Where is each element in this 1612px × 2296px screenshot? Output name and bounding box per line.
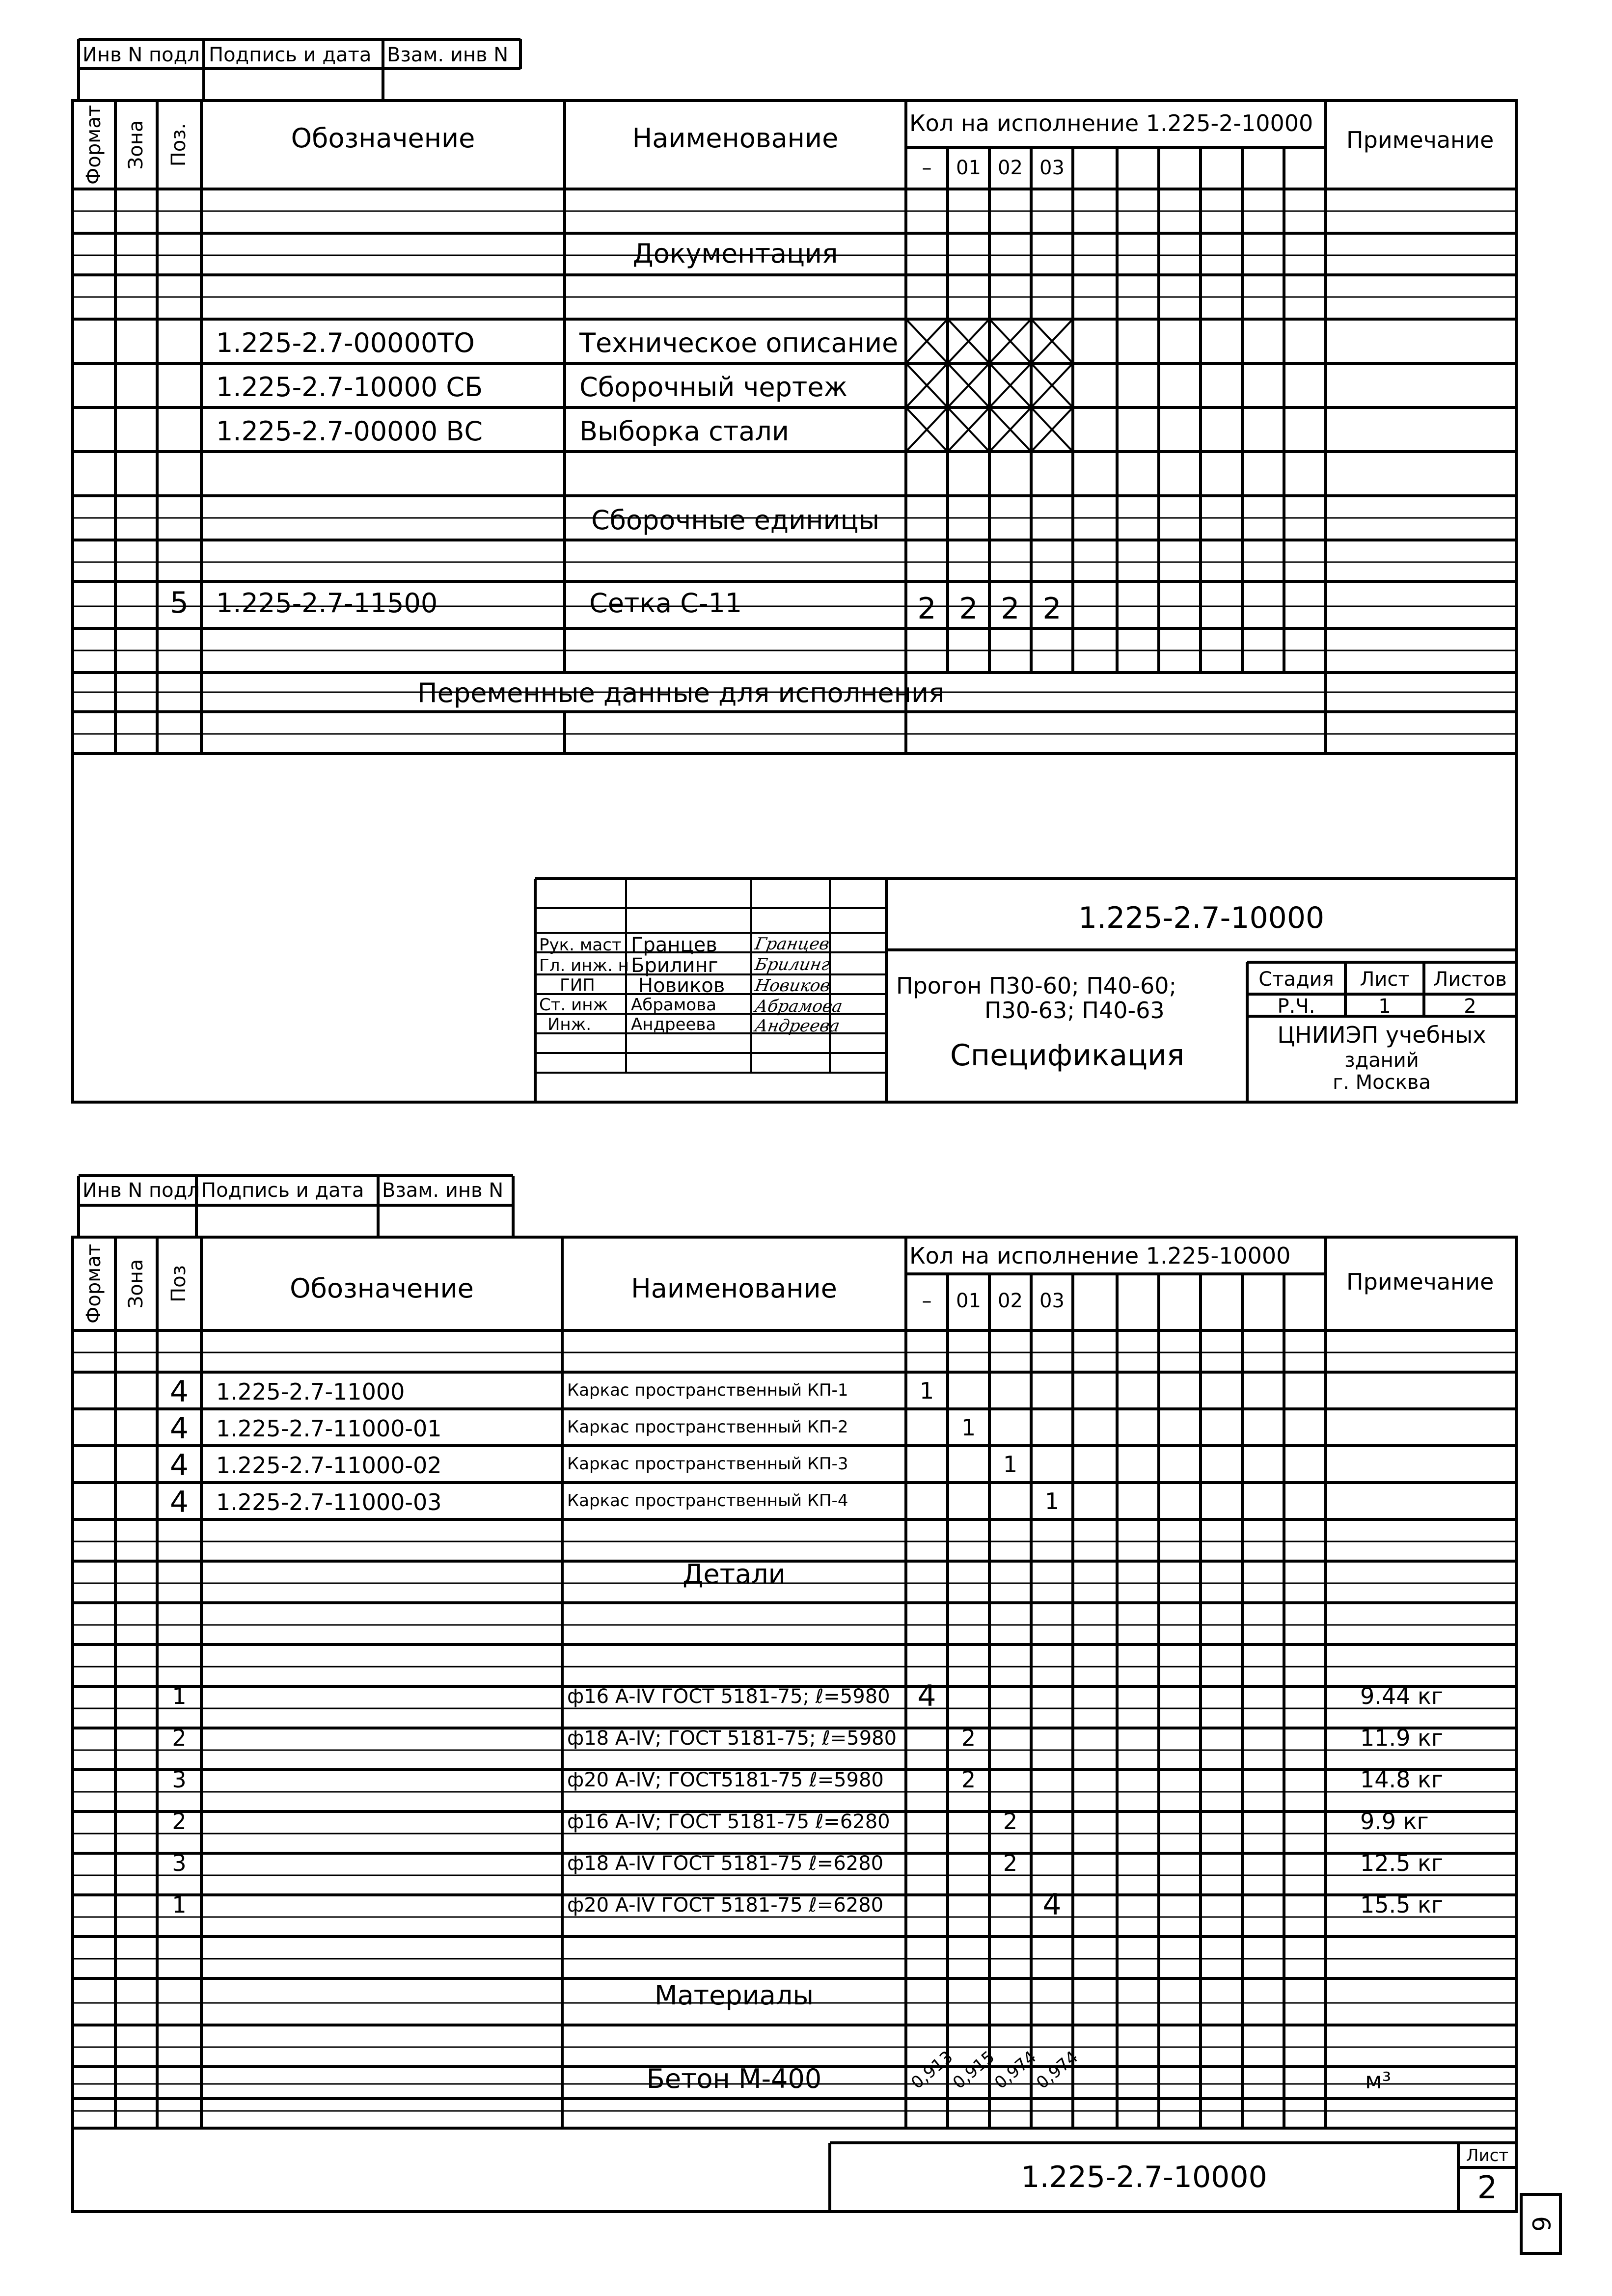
note-cell: 14.8 кг	[1360, 1766, 1443, 1793]
doc-title: Спецификация	[950, 1038, 1185, 1073]
page-mark: 6	[1527, 2216, 1555, 2232]
person-name: Андреева	[631, 1015, 716, 1034]
qty-cell: 2	[959, 592, 978, 626]
product-line-1: Прогон П30-60; П40-60;	[896, 972, 1177, 999]
name-cell: Каркас пространственный КП-2	[567, 1417, 848, 1437]
pos-cell: 4	[169, 1375, 189, 1409]
designation-cell: 1.225-2.7-00000ТО	[216, 327, 475, 358]
concrete-unit: м³	[1365, 2067, 1392, 2094]
person-name: Новиков	[638, 974, 725, 997]
pos-cell: 1	[172, 1891, 187, 1918]
qty-cell: 4	[1042, 1888, 1062, 1922]
name-cell: Каркас пространственный КП-1	[567, 1380, 848, 1400]
role-label: Рук. маст	[539, 935, 622, 955]
role-label: ГИП	[560, 975, 595, 995]
sheet-number: 2	[1477, 2170, 1498, 2206]
qty-cell: 2	[917, 592, 936, 626]
signature: Абрамова	[753, 997, 844, 1016]
qty-cell: 1	[919, 1378, 934, 1404]
product-line-2: П30-63; П40-63	[984, 997, 1165, 1024]
doc-code: 1.225-2.7-10000	[1078, 901, 1325, 935]
person-name: Абрамова	[631, 995, 716, 1015]
pos-cell: 3	[172, 1850, 187, 1876]
col-note-header: Примечание	[1346, 1269, 1494, 1295]
name-cell: ф18 А-IV ГОСТ 5181-75 ℓ=6280	[567, 1852, 884, 1875]
note-cell: 15.5 кг	[1360, 1891, 1443, 1918]
name-cell: Техническое описание	[579, 327, 899, 358]
signature: Гранцев	[753, 934, 831, 954]
pos-cell: 1	[172, 1683, 187, 1709]
qty-cell: 2	[1001, 592, 1020, 626]
sheets-label: Листов	[1433, 968, 1507, 991]
qty-cell: 2	[961, 1766, 976, 1793]
variant-02: 02	[998, 1290, 1023, 1312]
section-assembly-units: Сборочные единицы	[591, 505, 880, 536]
pos-cell: 2	[172, 1725, 187, 1751]
designation-cell: 1.225-2.7-11000	[216, 1378, 405, 1405]
name-cell: ф20 А-IV ГОСТ 5181-75 ℓ=6280	[567, 1894, 884, 1917]
variant-01: 01	[956, 1290, 981, 1312]
name-cell: ф20 А-IV; ГОСТ5181-75 ℓ=5980	[567, 1769, 884, 1791]
signature: Новиков	[753, 976, 832, 996]
qty-cell: 4	[917, 1679, 936, 1713]
role-label: Ст. инж	[539, 995, 608, 1015]
col-name-header: Наименование	[632, 123, 839, 154]
signature: Андреева	[753, 1016, 842, 1036]
name-cell: Сетка С-11	[589, 588, 742, 619]
variant-02: 02	[998, 157, 1023, 179]
col-zone-header: Зона	[125, 120, 147, 170]
qty-cell: 1	[961, 1414, 976, 1441]
note-cell: 11.9 кг	[1360, 1725, 1443, 1751]
qty-cell: 1	[1003, 1451, 1018, 1478]
name-cell: Выборка стали	[579, 416, 790, 447]
col-pos-header: Поз	[167, 1265, 190, 1302]
col-zone-header: Зона	[125, 1259, 147, 1309]
name-cell: Каркас пространственный КП-3	[567, 1454, 848, 1474]
designation-cell: 1.225-2.7-00000 ВС	[216, 416, 483, 447]
doc-code: 1.225-2.7-10000	[1021, 2160, 1267, 2194]
note-cell: 9.9 кг	[1360, 1808, 1429, 1835]
pos-cell: 3	[172, 1766, 187, 1793]
variant-03: 03	[1039, 157, 1065, 179]
name-cell: Сборочный чертеж	[579, 372, 848, 403]
concrete-name: Бетон М-400	[646, 2063, 822, 2094]
qty-cell: 2	[1042, 592, 1062, 626]
section-documentation: Документация	[632, 238, 838, 269]
concrete-qty: 0,974	[991, 2047, 1040, 2093]
pos-cell: 4	[169, 1485, 189, 1519]
concrete-qty: 0,974	[1033, 2047, 1082, 2093]
designation-cell: 1.225-2.7-11500	[216, 588, 438, 619]
pos-cell: 4	[169, 1448, 189, 1483]
col-name-header: Наименование	[631, 1273, 837, 1304]
stamp-signature-header: Подпись и дата	[209, 44, 372, 66]
col-pos-header: Поз.	[167, 123, 190, 167]
col-format-header: Формат	[82, 1243, 105, 1324]
col-format-header: Формат	[82, 105, 105, 185]
qty-caption: Кол на исполнение 1.225-10000	[909, 1243, 1291, 1269]
name-cell: ф18 А-IV; ГОСТ 5181-75; ℓ=5980	[567, 1727, 897, 1750]
col-designation-header: Обозначение	[290, 1273, 474, 1304]
signature: Брилинг	[753, 955, 832, 974]
stage-label: Стадия	[1258, 968, 1334, 991]
designation-cell: 1.225-2.7-11000-01	[216, 1415, 442, 1442]
org-line-1: ЦНИИЭП учебных	[1277, 1022, 1486, 1048]
stamp-replace-header: Взам. инв N	[382, 1179, 504, 1202]
org-line-3: г. Москва	[1333, 1071, 1431, 1094]
sheet-label: Лист	[1466, 2146, 1509, 2165]
designation-cell: 1.225-2.7-11000-03	[216, 1489, 442, 1515]
role-label: Гл. инж. н	[539, 956, 629, 975]
variable-data-caption: Переменные данные для исполнения	[417, 677, 945, 708]
variant-base: –	[922, 1290, 932, 1312]
stamp-replace-header: Взам. инв N	[387, 44, 509, 66]
pos-cell: 5	[169, 586, 189, 620]
person-name: Гранцев	[631, 934, 717, 956]
role-label: Инж.	[547, 1015, 592, 1034]
pos-cell: 4	[169, 1411, 189, 1446]
sheet-value: 1	[1378, 995, 1391, 1018]
concrete-qty: 0,915	[949, 2047, 999, 2093]
org-line-2: зданий	[1344, 1049, 1419, 1072]
qty-caption: Кол на исполнение 1.225-2-10000	[909, 110, 1313, 136]
stamp-signature-header: Подпись и дата	[201, 1179, 364, 1202]
section-details: Детали	[683, 1559, 786, 1590]
sheet-label: Лист	[1360, 968, 1410, 991]
sheets-value: 2	[1464, 995, 1476, 1018]
qty-cell: 2	[1003, 1850, 1018, 1876]
variant-base: –	[922, 157, 932, 179]
note-cell: 12.5 кг	[1360, 1850, 1443, 1876]
col-note-header: Примечание	[1346, 127, 1494, 153]
pos-cell: 2	[172, 1808, 187, 1835]
qty-cell: 2	[961, 1725, 976, 1751]
name-cell: ф16 А-IV; ГОСТ 5181-75 ℓ=6280	[567, 1810, 890, 1833]
col-designation-header: Обозначение	[291, 123, 475, 154]
concrete-qty: 0,913	[907, 2047, 957, 2093]
qty-cell: 1	[1044, 1488, 1060, 1514]
person-name: Брилинг	[631, 954, 718, 977]
designation-cell: 1.225-2.7-10000 СБ	[216, 372, 483, 403]
name-cell: ф16 А-IV ГОСТ 5181-75; ℓ=5980	[567, 1685, 890, 1708]
stamp-inv-header: Инв N подл	[82, 1179, 200, 1202]
designation-cell: 1.225-2.7-11000-02	[216, 1452, 442, 1479]
stage-value: Р.Ч.	[1277, 995, 1315, 1018]
qty-cell: 2	[1003, 1808, 1018, 1835]
stamp-inv-header: Инв N подл	[82, 44, 200, 66]
section-materials: Материалы	[655, 1980, 814, 2011]
note-cell: 9.44 кг	[1360, 1683, 1443, 1709]
name-cell: Каркас пространственный КП-4	[567, 1491, 848, 1511]
variant-01: 01	[956, 157, 981, 179]
variant-03: 03	[1039, 1290, 1065, 1312]
